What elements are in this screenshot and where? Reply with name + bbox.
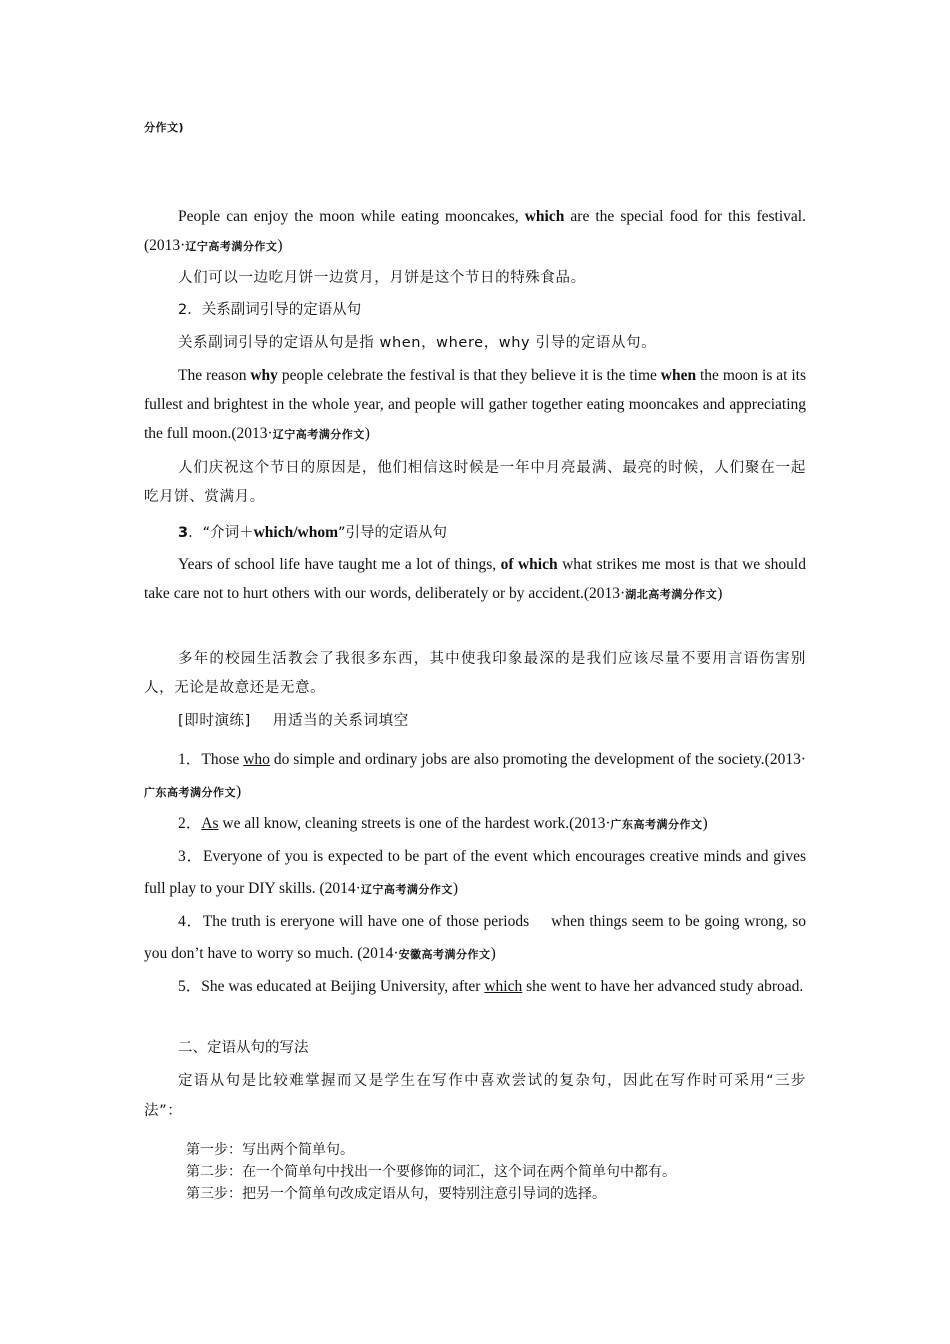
steps-list	[186, 1139, 826, 1205]
example-paragraph-2	[144, 361, 806, 449]
heading-keyword: which/whom	[253, 524, 339, 541]
heading-text: ．“介词＋	[188, 525, 254, 541]
relative-word: of which	[500, 556, 558, 573]
item-text: we all know, cleaning streets is one of the hardest work.(2013·	[218, 815, 611, 832]
source-fragment: 分作文)	[144, 121, 185, 134]
definition-paragraph: 关系副词引导的定语从句是指 when，where，why 引导的定语从句。	[178, 335, 657, 351]
source-label: 湖北高考满分作文	[625, 588, 718, 601]
heading-number: 3	[178, 525, 189, 541]
method-paragraph: 定语从句是比较难掌握而又是学生在写作中喜欢尝试的复杂句，因此在写作时可采用“三步法”：	[144, 1073, 806, 1119]
item-text: )	[236, 783, 242, 800]
example-text: People can enjoy the moon while eating mooncakes,	[178, 208, 525, 225]
practice-item-3	[144, 841, 806, 906]
practice-item-1	[144, 744, 806, 809]
fragment-line	[144, 112, 806, 142]
item-text: 4．The truth is ereryone will have one of those periods	[178, 913, 530, 930]
item-text: 1．Those	[178, 751, 244, 768]
relative-word: when	[660, 367, 697, 384]
source-label: 安徽高考满分作文	[398, 948, 491, 961]
answer-blank: who	[243, 751, 270, 768]
relative-word: why	[250, 367, 278, 384]
translation-1: 人们可以一边吃月饼一边赏月，月饼是这个节日的特殊食品。	[178, 270, 586, 286]
practice-item-5	[144, 971, 806, 1003]
source-label: 广东高考满分作文	[144, 786, 236, 799]
example-text: )	[277, 237, 283, 254]
item-text: )	[490, 945, 496, 962]
practice-item-4	[144, 906, 806, 971]
source-label: 辽宁高考满分作文	[185, 240, 278, 253]
practice-heading	[144, 707, 806, 736]
example-text: the moon is at its fullest and brightest in the whole year, and people will gather together eating mooncakes and appreciating the full moon.(2013·	[144, 367, 806, 442]
example-text: )	[364, 425, 370, 442]
source-label: 辽宁高考满分作文	[272, 428, 365, 441]
example-paragraph-1	[144, 202, 806, 261]
source-label: 辽宁高考满分作文	[360, 883, 453, 896]
step-2: 第二步：在一个简单句中找出一个要修饰的词汇，这个词在两个简单句中都有。	[186, 1164, 676, 1180]
answer-blank: As	[201, 815, 219, 832]
item-text: )	[452, 880, 459, 897]
practice-item-2	[144, 808, 806, 841]
example-text: people celebrate the festival is that they believe it is the time	[277, 367, 661, 384]
example-text: are the special food for this festival.(2013·	[144, 208, 806, 254]
item-text: 3．Everyone of you is expected to be part of the event which encourages creative minds and gives full play to your DIY skills. (2014·	[144, 848, 806, 897]
step-1: 第一步：写出两个简单句。	[186, 1142, 354, 1158]
source-label: 广东高考满分作文	[610, 818, 703, 831]
heading-text: ”引导的定语从句	[338, 525, 448, 541]
item-text: she went to have her advanced study abroad.	[522, 978, 804, 995]
step-3: 第三步：把另一个简单句改成定语从句，要特别注意引导词的选择。	[186, 1186, 606, 1202]
example-text: what strikes me most is that we should take care not to hurt others with our words, deliberately or by accident.(2013·	[144, 556, 806, 602]
section-heading-3	[144, 518, 806, 548]
item-text: 2．	[178, 815, 202, 832]
section-heading-4: 二、定语从句的写法	[178, 1040, 309, 1056]
answer-blank: which	[484, 978, 523, 995]
translation-2: 人们庆祝这个节日的原因是，他们相信这时候是一年中月亮最满、最亮的时候，人们聚在一起吃月饼、赏满月。	[144, 460, 806, 505]
item-text: when things seem to be going wrong, so you don’t have to worry so much. (2014·	[144, 913, 806, 962]
practice-tag: [即时演练]	[178, 713, 251, 729]
item-text: )	[702, 815, 708, 832]
example-text: Years of school life have taught me a lot of things,	[178, 556, 501, 573]
translation-3: 多年的校园生活教会了我很多东西，其中使我印象最深的是我们应该尽量不要用言语伤害别人，无论是故意还是无意。	[144, 651, 806, 696]
section-heading-2: 2．关系副词引导的定语从句	[178, 302, 362, 318]
item-text: do simple and ordinary jobs are also promoting the development of the society.(2013·	[269, 751, 806, 768]
example-paragraph-3	[144, 550, 806, 609]
relative-word: which	[524, 208, 565, 225]
example-text: The reason	[178, 367, 251, 384]
item-text: 5．She was educated at Beijing University, after	[178, 978, 485, 995]
practice-task: 用适当的关系词填空	[272, 713, 409, 729]
example-text: )	[717, 585, 723, 602]
